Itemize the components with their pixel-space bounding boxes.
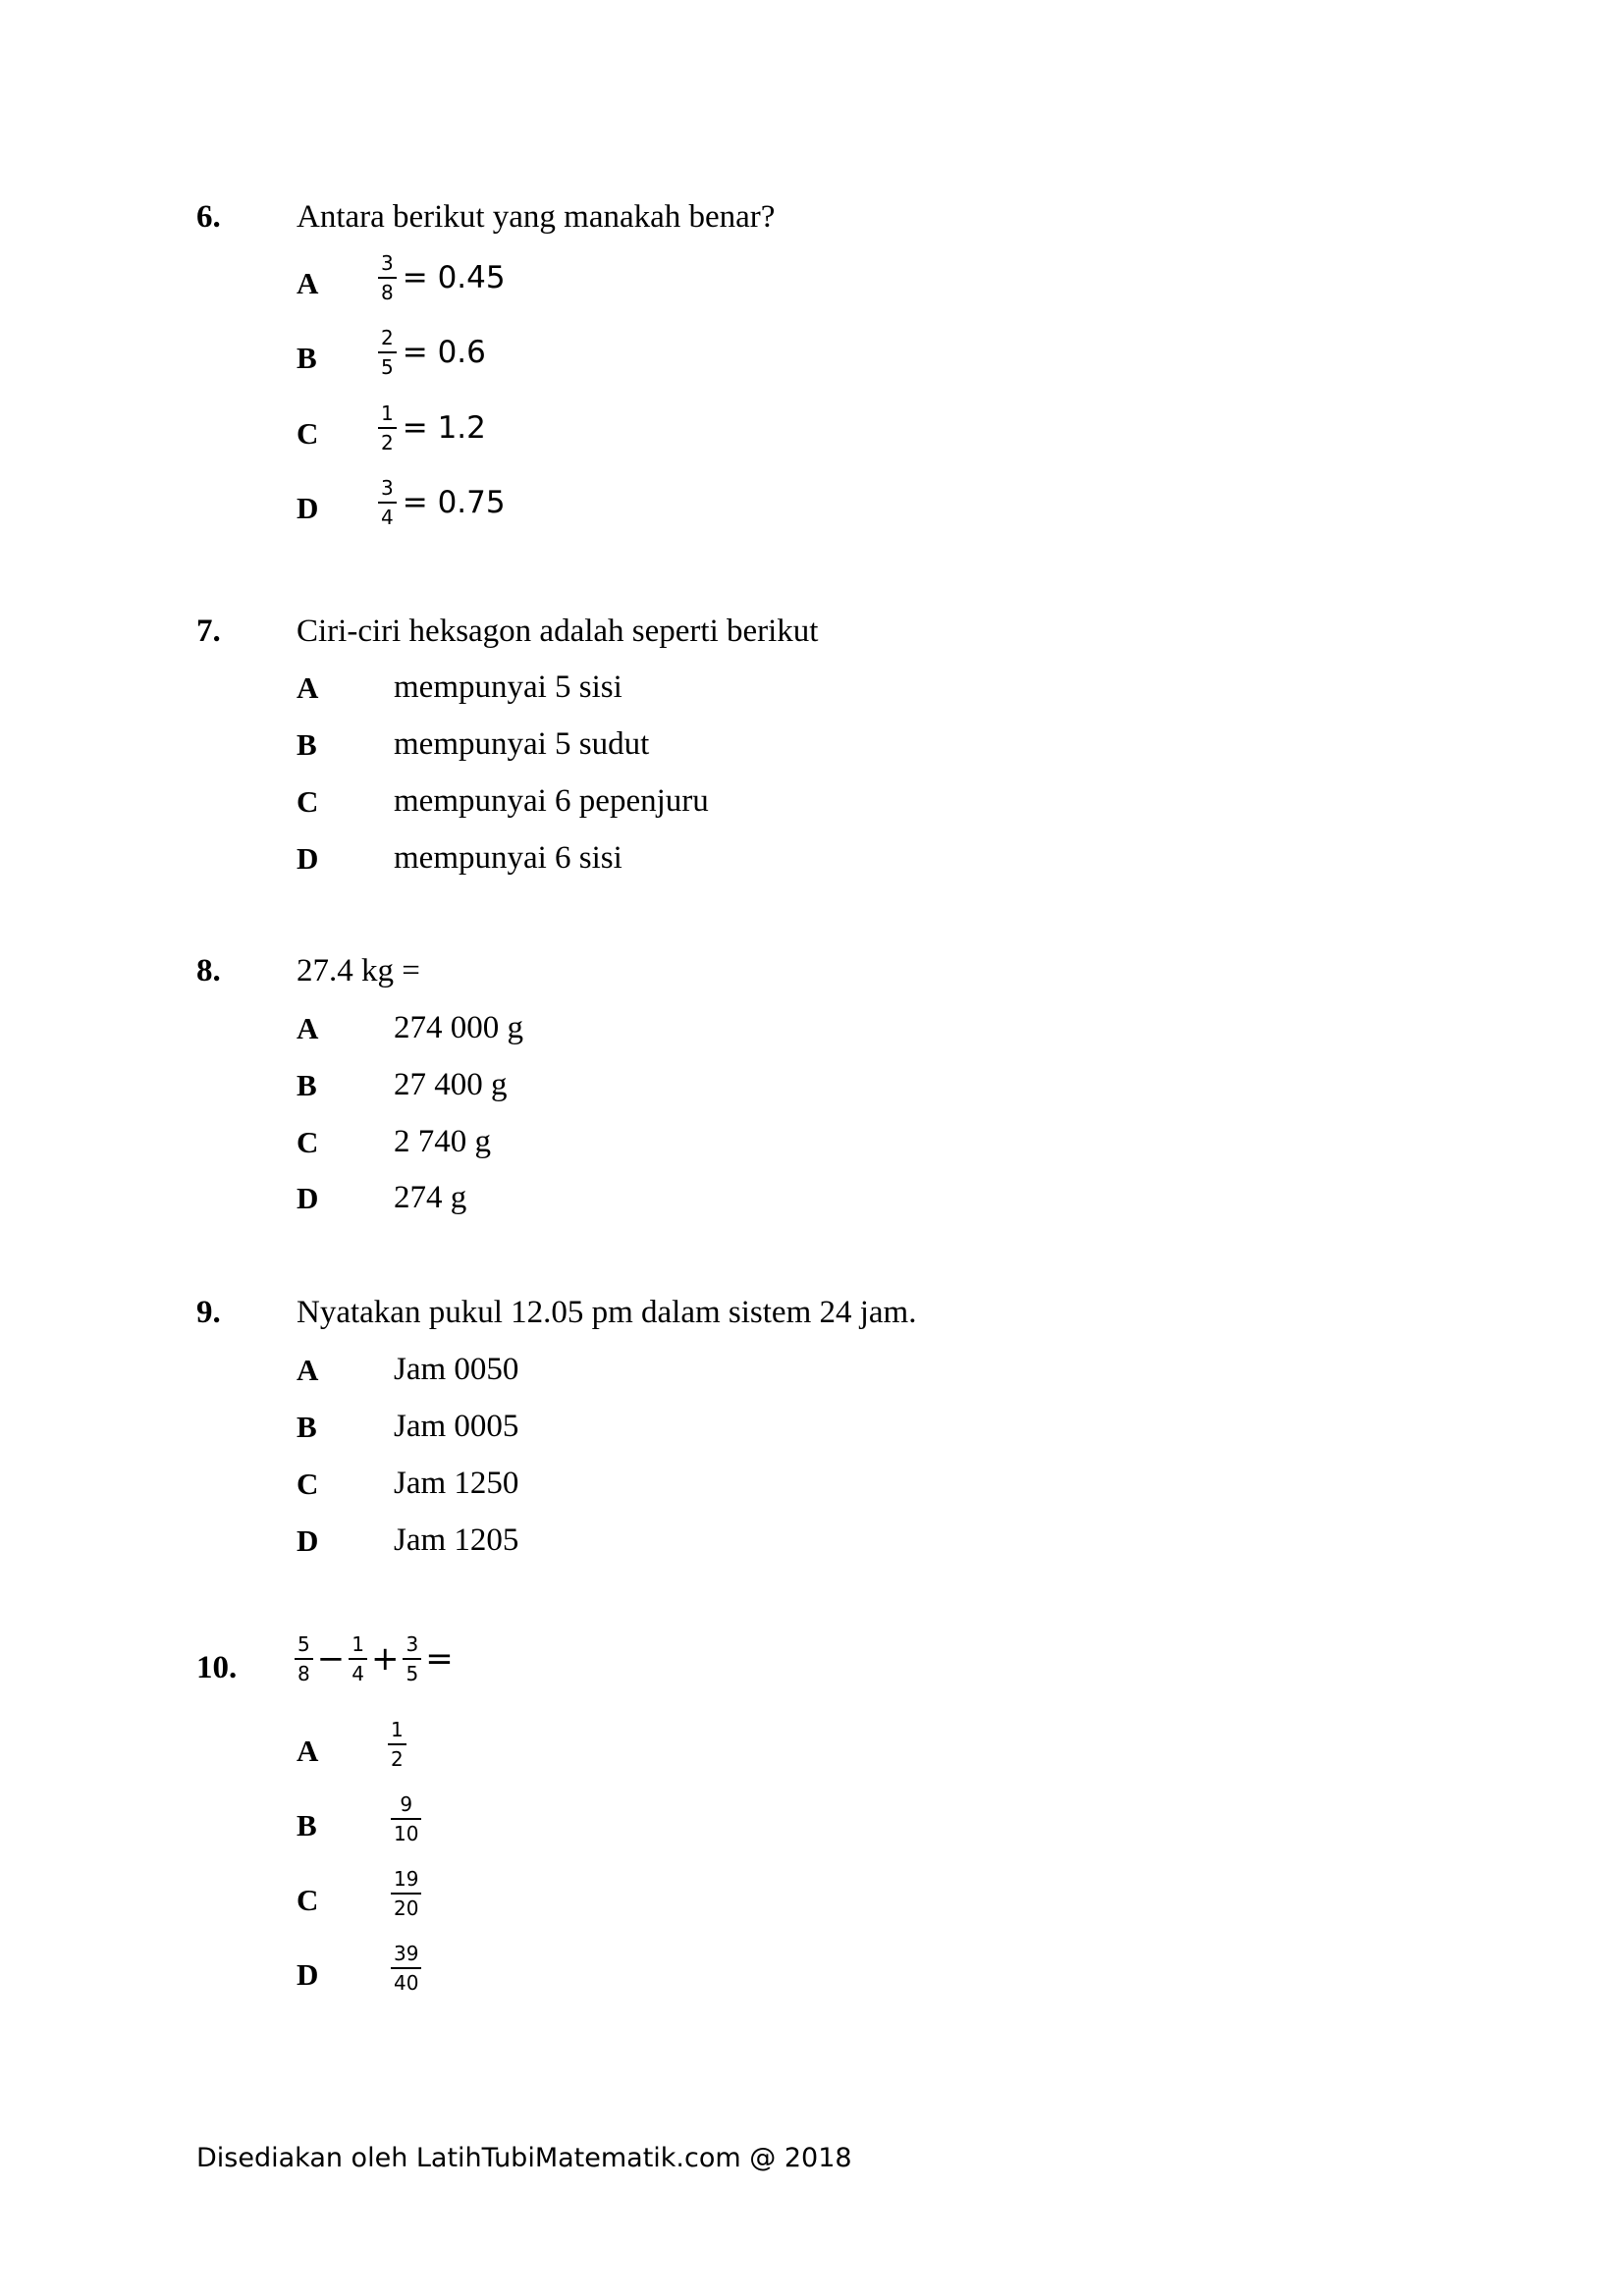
q9-option-d-text: Jam 1205 [394, 1522, 519, 1558]
denominator: 40 [394, 1971, 419, 1995]
question-7-number: 7. [196, 614, 221, 649]
q7-option-a-letter: A [297, 670, 319, 705]
q10-option-b-letter: B [297, 1808, 317, 1842]
operator: + [370, 1639, 400, 1679]
q8-option-d-text: 274 g [394, 1180, 467, 1215]
q7-option-c-letter: C [297, 784, 319, 819]
q8-option-a-letter: A [297, 1011, 319, 1045]
q8-option-b-text: 27 400 g [394, 1067, 508, 1102]
q9-option-c-letter: C [297, 1467, 319, 1501]
q8-option-b-letter: B [297, 1068, 317, 1102]
fraction [391, 1944, 421, 1993]
numerator: 1 [391, 1718, 404, 1741]
question-9-text: Nyatakan pukul 12.05 pm dalam sistem 24 jam. [297, 1295, 917, 1330]
q10-option-c-letter: C [297, 1883, 319, 1917]
q6-option-c-equation [378, 403, 486, 453]
operator: = [425, 1639, 454, 1679]
denominator: 5 [381, 355, 394, 379]
denominator: 5 [406, 1662, 419, 1685]
numerator: 3 [381, 251, 394, 275]
rhs: = 0.6 [402, 335, 486, 370]
numerator: 5 [298, 1632, 310, 1656]
q9-option-d-letter: D [297, 1523, 319, 1558]
denominator: 20 [394, 1896, 419, 1920]
q6-option-b-letter: B [297, 341, 317, 375]
numerator: 3 [381, 476, 394, 500]
question-8-text: 27.4 kg = [297, 953, 420, 988]
question-6-text: Antara berikut yang manakah benar? [297, 199, 776, 235]
fraction [349, 1634, 367, 1683]
q7-option-b-letter: B [297, 727, 317, 762]
fraction [391, 1794, 421, 1843]
q8-option-c-letter: C [297, 1125, 319, 1159]
q8-option-d-letter: D [297, 1181, 319, 1215]
denominator: 8 [298, 1662, 310, 1685]
fraction [378, 328, 397, 377]
q10-option-a-letter: A [297, 1734, 319, 1768]
fraction [378, 478, 397, 527]
fraction [378, 403, 397, 453]
operator: − [316, 1639, 346, 1679]
numerator: 39 [394, 1942, 419, 1965]
question-8-number: 8. [196, 953, 221, 988]
q7-option-c-text: mempunyai 6 pepenjuru [394, 783, 709, 819]
numerator: 9 [400, 1792, 413, 1816]
denominator: 4 [381, 506, 394, 529]
q7-option-a-text: mempunyai 5 sisi [394, 669, 622, 705]
question-10-number: 10. [196, 1650, 238, 1685]
numerator: 1 [352, 1632, 364, 1656]
fraction [295, 1634, 313, 1683]
q6-option-d-equation [378, 478, 506, 527]
q9-option-a-text: Jam 0050 [394, 1352, 519, 1387]
q7-option-d-letter: D [297, 841, 319, 876]
q6-option-a-equation [378, 253, 506, 302]
q10-option-d-letter: D [297, 1957, 319, 1992]
numerator: 19 [394, 1867, 419, 1891]
denominator: 8 [381, 281, 394, 304]
fraction [378, 253, 397, 302]
q10-option-a-value [388, 1720, 406, 1769]
denominator: 2 [381, 431, 394, 454]
rhs: = 0.75 [402, 485, 506, 520]
question-6-number: 6. [196, 199, 221, 235]
q6-option-d-letter: D [297, 491, 319, 525]
numerator: 2 [381, 326, 394, 349]
rhs: = 0.45 [402, 260, 506, 295]
question-10-expression [295, 1634, 458, 1683]
q6-option-b-equation [378, 328, 486, 377]
denominator: 2 [391, 1747, 404, 1771]
rhs: = 1.2 [402, 410, 486, 446]
q7-option-b-text: mempunyai 5 sudut [394, 726, 650, 762]
q9-option-c-text: Jam 1250 [394, 1466, 519, 1501]
fraction [403, 1634, 421, 1683]
fraction [391, 1869, 421, 1918]
numerator: 3 [406, 1632, 419, 1656]
denominator: 4 [352, 1662, 364, 1685]
q8-option-a-text: 274 000 g [394, 1010, 523, 1045]
q6-option-a-letter: A [297, 266, 319, 300]
question-7-text: Ciri-ciri heksagon adalah seperti berikut [297, 614, 819, 649]
q9-option-b-letter: B [297, 1410, 317, 1444]
q10-option-d-value [391, 1944, 421, 1993]
numerator: 1 [381, 401, 394, 425]
page-footer: Disediakan oleh LatihTubiMatematik.com @ 2018 [196, 2143, 852, 2173]
q6-option-c-letter: C [297, 416, 319, 451]
question-9-number: 9. [196, 1295, 221, 1330]
q9-option-a-letter: A [297, 1353, 319, 1387]
q10-option-b-value [391, 1794, 421, 1843]
q9-option-b-text: Jam 0005 [394, 1409, 519, 1444]
q7-option-d-text: mempunyai 6 sisi [394, 840, 622, 876]
q8-option-c-text: 2 740 g [394, 1124, 491, 1159]
denominator: 10 [394, 1822, 419, 1845]
q10-option-c-value [391, 1869, 421, 1918]
fraction [388, 1720, 406, 1769]
